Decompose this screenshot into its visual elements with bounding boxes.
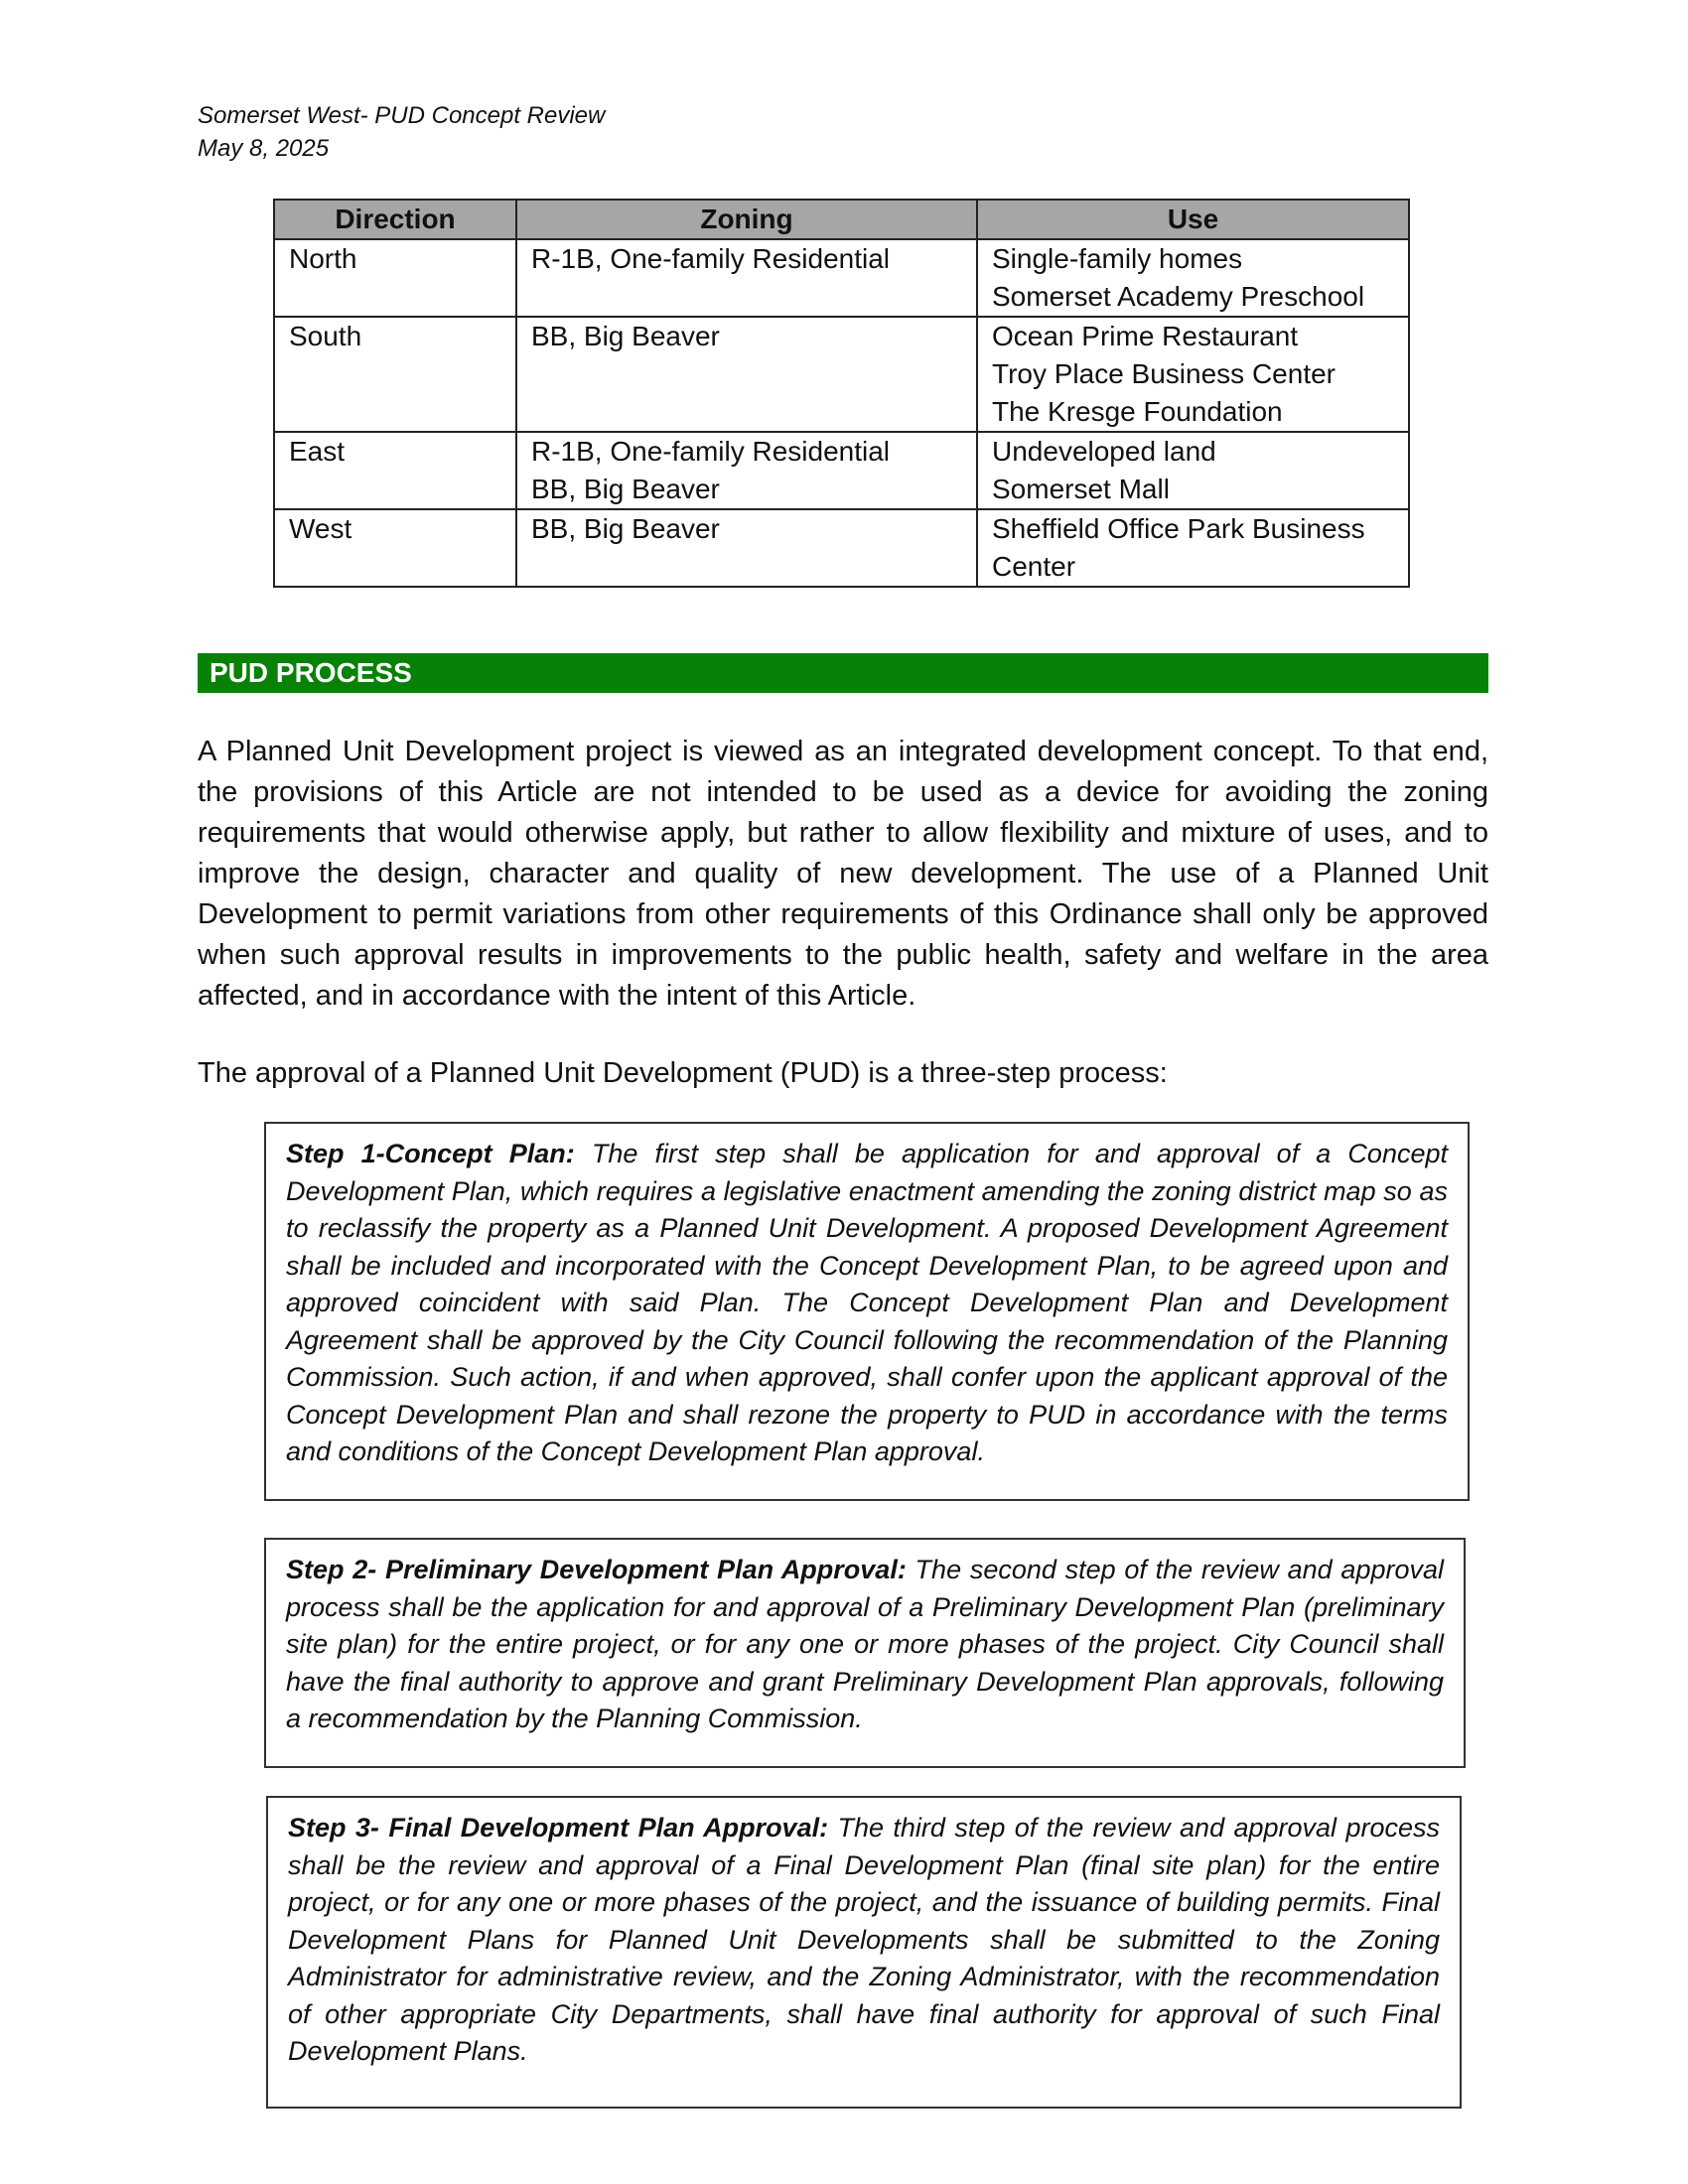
surrounding-zoning-table [273,199,1410,588]
use-line: Somerset Academy Preschool [992,281,1365,312]
step-title: Step 1-Concept Plan: [286,1139,575,1168]
direction-cell: North [274,239,516,317]
direction-cell: West [274,509,516,587]
document-header [198,99,605,165]
intro-paragraph: A Planned Unit Development project is viewed as an integrated development concept. To that end, the provisions of this Article are not intended to be used as a device for avoiding the zoning requirements that would otherwise apply, but rather to allow flexibility and mixture of uses, and to improve the design, character and quality of new development. The use of a Planned Unit Development to permit variations from other requirements of this Ordinance shall only be approved when such approval results in improvements to the public health, safety and welfare in the area affected, and in accordance with the intent of this Article. [198,736,1488,1012]
step-text: The first step shall be application for and approval of a Concept Development Plan, which requires a legislative enactment amending the zoning district map so as to reclassify the property as a Planned Unit Development. A proposed Development Agreement shall be included and incorporated with the Concept Development Plan, to be agreed upon and approved coincident with said Plan. The Concept Development Plan and Development Agreement shall be approved by the City Council following the recommendation of the Planning Commission. Such action, if and when approved, shall confer upon the applicant approval of the Concept Development Plan and shall rezone the property to PUD in accordance with the terms and conditions of the Concept Development Plan approval. [286,1139,1448,1466]
direction-cell: South [274,317,516,432]
step-text: The third step of the review and approval process shall be the review and approval of a Final Development Plan (final site plan) for the entire project, or for any one or more phases of the project, and the issuance of building permits. Final Development Plans for Planned Unit Developments shall be submitted to the Zoning Administrator for administrative review, and the Zoning Administrator, with the recommendation of other appropriate City Departments, shall have final authority for approval of such Final Development Plans. [288,1813,1440,2066]
use-line: Troy Place Business Center [992,358,1336,389]
zoning-line: R-1B, One-family Residential [531,243,891,274]
section-heading-pud-process: PUD PROCESS [198,653,1488,693]
use-line: Somerset Mall [992,474,1170,504]
zoning-cell [516,432,977,509]
use-line: Ocean Prime Restaurant [992,321,1299,351]
use-line: Sheffield Office Park Business [992,513,1365,544]
table-row [274,317,1409,432]
table-row [274,432,1409,509]
document-date: May 8, 2025 [198,135,330,162]
header-zoning: Zoning [516,200,977,239]
step-title: Step 2- Preliminary Development Plan Approval: [286,1555,907,1584]
use-cell [977,317,1409,432]
document-title: Somerset West- PUD Concept Review [198,102,606,129]
zoning-cell [516,509,977,587]
use-line: Single-family homes [992,243,1243,274]
zoning-line: BB, Big Beaver [531,321,720,351]
header-use: Use [977,200,1409,239]
table-row [274,239,1409,317]
use-line: Undeveloped land [992,436,1216,467]
zoning-line: BB, Big Beaver [531,474,720,504]
zoning-line: BB, Big Beaver [531,513,720,544]
zoning-cell [516,239,977,317]
use-line: Center [992,551,1076,582]
step-title: Step 3- Final Development Plan Approval: [288,1813,829,1843]
header-direction: Direction [274,200,516,239]
use-cell [977,432,1409,509]
use-line: The Kresge Foundation [992,396,1283,427]
zoning-line: R-1B, One-family Residential [531,436,891,467]
table-header-row [274,200,1409,239]
direction-cell: East [274,432,516,509]
step-text: The second step of the review and approval process shall be the application for and approval of a Preliminary Development Plan (preliminary site plan) for the entire project, or for any one or more phases of the project. City Council shall have the final authority to approve and grant Preliminary Development Plan approvals, following a recommendation by the Planning Commission. [286,1555,1444,1733]
step-2-box [264,1538,1466,1768]
use-cell [977,509,1409,587]
process-intro-paragraph: The approval of a Planned Unit Development (PUD) is a three-step process: [198,1057,1168,1089]
zoning-cell [516,317,977,432]
step-3-box [266,1796,1462,2109]
step-1-box [264,1122,1470,1501]
table-row [274,509,1409,587]
use-cell [977,239,1409,317]
